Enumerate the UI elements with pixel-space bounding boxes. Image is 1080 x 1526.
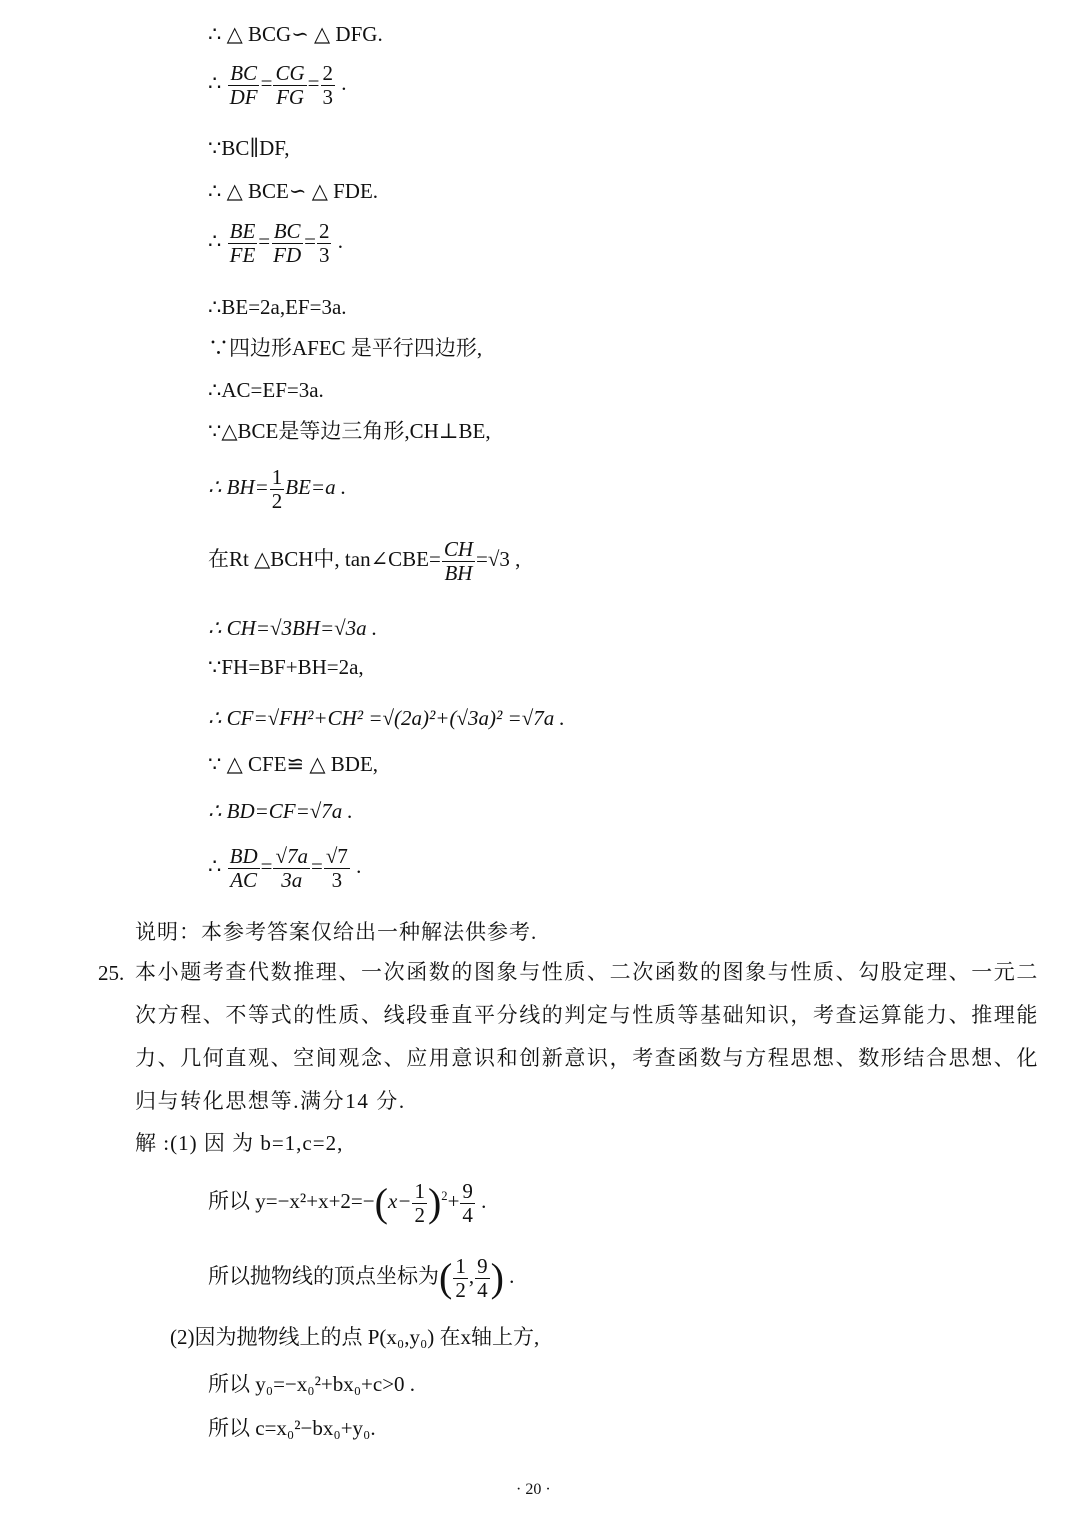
- fraction: $\frac{9}{4}$: [462, 1179, 473, 1227]
- fraction: $\frac{BC}{DF}$: [229, 61, 258, 109]
- line-bd-cf: ∴ BD=CF=√7a .: [208, 799, 353, 823]
- line-similar-bce-fde: ∴ △ BCE∽ △ FDE.: [208, 179, 379, 203]
- fraction: $\frac{2}{3}$: [322, 61, 333, 109]
- fraction: $\frac{1}{2}$: [414, 1179, 425, 1227]
- line-congruent: ∵ △ CFE≌ △ BDE,: [208, 752, 379, 776]
- line-cf: ∴ CF=√FH²+CH² =√(2a)²+(√3a)² =√7a .: [208, 706, 565, 730]
- note-text: 说明：本参考答案仅给出一种解法供参考.: [135, 920, 538, 944]
- line-be-ef: ∴BE=2a,EF=3a.: [208, 295, 347, 319]
- line-fh: ∵FH=BF+BH=2a,: [208, 655, 364, 679]
- solution-part1: 解 :(1) 因 为 b=1,c=2,: [135, 1131, 344, 1155]
- fraction: $\frac{BC}{FD}$: [273, 219, 302, 267]
- therefore-symbol: ∴: [208, 70, 222, 95]
- line-tan-cbe: 在Rt △BCH中, tan∠CBE= $\frac{CH}{BH}$ =√3 ,: [208, 537, 521, 585]
- line-bd-ac-ratio: ∴ $\frac{BD}{AC}$ = $\frac{√7a}{3a}$ = $\frac{√7}{3}$ .: [208, 844, 362, 892]
- fraction: $\frac{√7}{3}$: [325, 844, 348, 892]
- line-similar-bcg-dfg: ∴ △ BCG∽ △ DFG.: [208, 22, 383, 46]
- equation-y0: 所以 y₀=−x₀²+bx₀+c>0 .: [208, 1372, 416, 1396]
- line-ac-ef: ∴AC=EF=3a.: [208, 378, 324, 402]
- line-ratio-bc-df: ∴ $\frac{BC}{DF}$ = $\frac{CG}{FG}$ = $\frac{2}{3}$ .: [208, 61, 347, 109]
- question-number: 25.: [98, 961, 125, 985]
- equation-vertex-form: 所以 y=−x²+x+2=−(x− $\frac{1}{2}$ )$^2$+ $\frac{9}{4}$ .: [208, 1179, 487, 1227]
- line-bh: ∴ BH= $\frac{1}{2}$ BE=a .: [208, 465, 347, 513]
- fraction: $\frac{1}{2}$: [455, 1254, 466, 1302]
- vertex-coordinates: 所以抛物线的顶点坐标为( $\frac{1}{2}$ , $\frac{9}{4}$ ) .: [208, 1254, 515, 1302]
- line-equilateral: ∵△BCE是等边三角形,CH⊥BE,: [208, 419, 491, 443]
- line-bc-parallel-df: ∵BC∥DF,: [208, 136, 290, 160]
- fraction: $\frac{CG}{FG}$: [275, 61, 305, 109]
- fraction: $\frac{BE}{FE}$: [229, 219, 256, 267]
- line-ch: ∴ CH=√3BH=√3a .: [208, 616, 378, 640]
- fraction: $\frac{BD}{AC}$: [229, 844, 258, 892]
- solution-part2: (2)因为抛物线上的点 P(x₀,y₀) 在x轴上方,: [170, 1325, 540, 1349]
- fraction: $\frac{1}{2}$: [271, 465, 283, 513]
- question-intro: 本小题考查代数推理、一次函数的图象与性质、二次函数的图象与性质、勾股定理、一元二次方程、不等式的性质、线段垂直平分线的判定与性质等基础知识，考查运算能力、推理能力、几何直观、空间观念、应用意识和创新意识，考查函数与方程思想、数形结合思想、化归与转化思想等.满分14 分.: [135, 960, 1039, 1113]
- page-number: · 20 ·: [516, 1481, 551, 1498]
- line-ratio-be-fe: ∴ $\frac{BE}{FE}$ = $\frac{BC}{FD}$ = $\frac{2}{3}$ .: [208, 219, 343, 267]
- fraction: $\frac{2}{3}$: [318, 219, 330, 267]
- fraction: $\frac{√7a}{3a}$: [275, 844, 308, 892]
- line-parallelogram: ∵四边形AFEC 是平行四边形,: [208, 336, 483, 360]
- equation-c: 所以 c=x₀²−bx₀+y₀.: [208, 1416, 376, 1440]
- fraction: $\frac{CH}{BH}$: [443, 537, 474, 585]
- fraction: $\frac{9}{4}$: [477, 1254, 488, 1302]
